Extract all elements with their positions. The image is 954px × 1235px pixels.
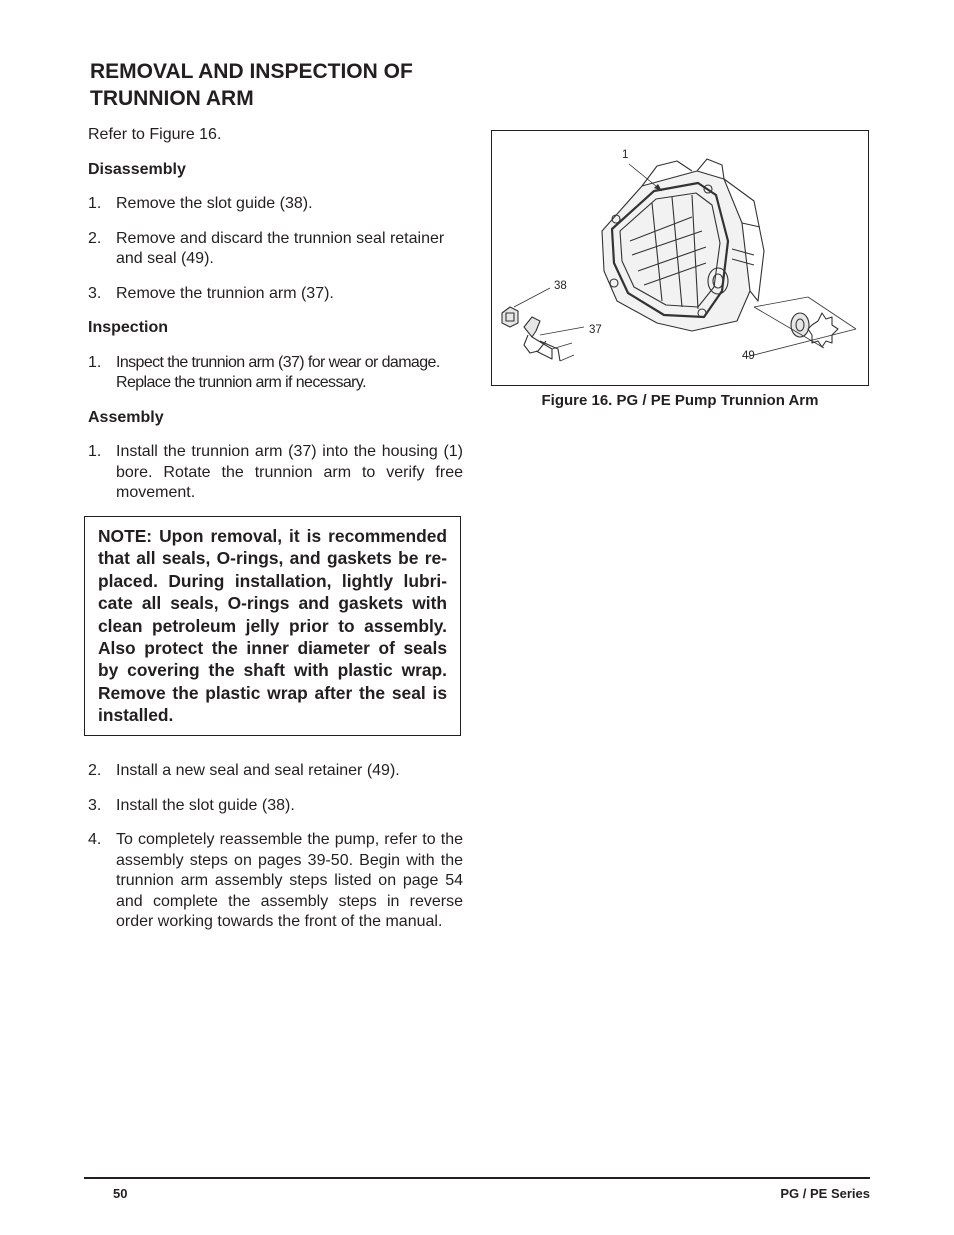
figure-16-frame [491,130,869,386]
disassembly-heading: Disassembly [88,160,186,178]
callout-seal: 49 [742,350,755,362]
slot-guide-drawing [502,307,518,327]
assembly-heading: Assembly [88,408,164,426]
step-number: 3. [88,284,102,302]
assembly-step-1 [88,442,463,504]
disassembly-step-2 [88,229,463,270]
figure-caption: Figure 16. PG / PE Pump Trunnion Arm [541,392,819,409]
step-text: To completely reassemble the pump, refer to the assembly steps on pages 39-50. Begin with the trunnion arm assembly steps listed on page 54 and complete the assembly steps in reverse order working towards the front of the manual. [116,831,463,930]
callout-housing: 1 [622,149,629,161]
callout-trunnion-arm: 37 [589,324,602,336]
pump-housing-drawing [602,159,764,331]
step-text: Remove the trunnion arm (37). [116,284,334,302]
step-text: Remove and discard the trunnion seal retainer and seal (49). [116,229,445,267]
disassembly-step-1 [88,194,463,215]
disassembly-step-3 [88,284,463,305]
assembly-step-2 [88,761,463,782]
assembly-step-3 [88,796,463,817]
step-text: Install the trunnion arm (37) into the housing (1) bore. Rotate the trunnion arm to verify free movement. [116,443,463,501]
step-text: Remove the slot guide (38). [116,195,313,212]
note-box: NOTE: Upon removal, it is recommended that all seals, O-rings, and gaskets be re-placed. During installation, lightly lubri-cate all seals, O-rings and gaskets with clean petroleum jelly prior to assembly. Also protect the inner diameter of seals by covering the shaft with plastic wrap. Remove the plastic wrap after the seal is installed. [84,516,461,736]
page-title-line2: TRUNNION ARM [90,87,254,110]
page-title-line1: REMOVAL AND INSPECTION OF [90,60,413,83]
step-number: 1. [88,443,102,460]
step-number: 3. [88,796,102,814]
seal-retainer-drawing [791,313,838,347]
page-number: 50 [113,1186,128,1201]
inspection-heading: Inspection [88,319,169,336]
footer-rule [84,1177,870,1179]
assembly-step-4 [88,830,463,933]
step-number: 2. [88,762,102,779]
callout-slot-guide: 38 [554,280,567,292]
step-text: Install a new seal and seal retainer (49). [116,762,400,779]
page-title [90,58,490,112]
trunnion-arm-drawing [524,317,560,361]
inspection-step-1 [88,353,463,394]
trunnion-arm-exploded-drawing [492,131,868,385]
text-column-lower [88,761,463,933]
step-number: 4. [88,831,102,848]
intro-text: Refer to Figure 16. [88,126,222,143]
step-text: Install the slot guide (38). [116,796,295,814]
step-text: Inspect the trunnion arm (37) for wear or damage. Replace the trunnion arm if necessary. [116,353,440,391]
step-number: 2. [88,229,102,247]
step-number: 1. [88,195,102,212]
step-number: 1. [88,353,102,371]
series-label: PG / PE Series [780,1186,870,1201]
text-column-upper [88,125,463,504]
